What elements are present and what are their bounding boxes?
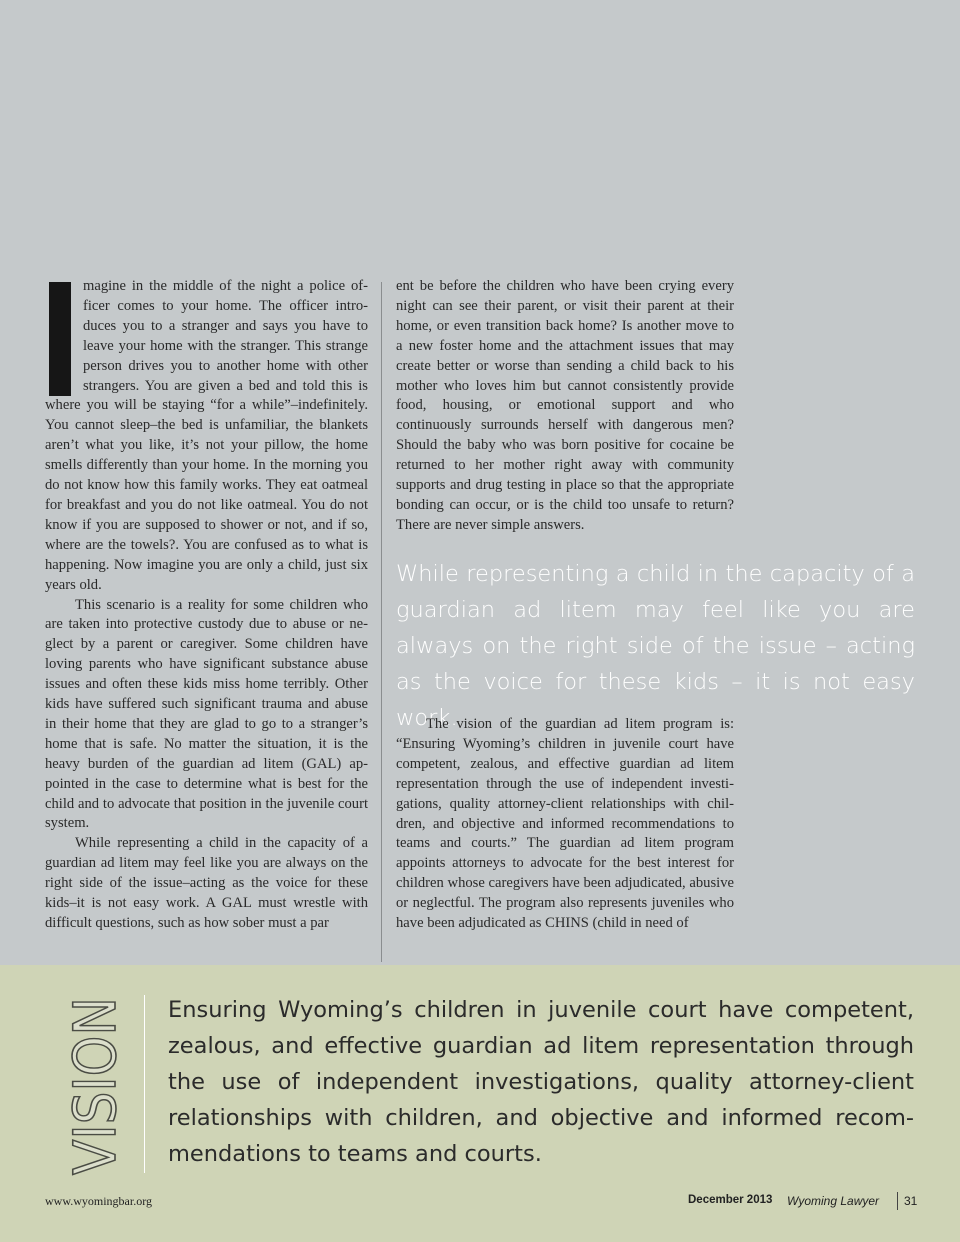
pull-quote: While representing a child in the capacity of a guardian ad litem may feel like you are always on the right side of the issue – acting as the voice for these kids – it is not easy work. xyxy=(396,561,915,731)
vision-statement: Ensuring Wyoming’s children in juvenile court have competent, zealous, and effective guardian ad litem representation through the use of independent investigations, quality attorney-client relationships with children, and objective and informed recommendations to teams and courts. xyxy=(168,997,914,1167)
paragraph-4: ent be before the children who have been crying every night can see their parent, or visit their parent at their home, or even transition back home? Is another move to a new foster home and the attachment issues that may create better or worse than sending a child back to his mother who loves him but cannot consistently provide food, housing, or emotional support and who continuously surrounds herself with dangerous men? Should the baby who was born positive for cocaine be returned to her mother right away with community supports and drug testing in place so that the appropriate bonding can occur, or is the child too unsafe to return? There are never simple answers. xyxy=(396,278,734,533)
vision-heading-text: VISION xyxy=(61,975,129,1175)
article-right-column-bottom xyxy=(396,715,734,934)
page-number: 31 xyxy=(904,1194,918,1208)
paragraph-3: While representing a child in the capacity of a guardian ad litem may feel like you are always on the right side of the issue–acting as the voice for these kids–it is not easy work. A GAL must wrestle with difficult questions, such as how sober must a par xyxy=(45,835,368,931)
article-left-column xyxy=(45,277,368,934)
vision-heading xyxy=(61,975,129,1176)
vision-rule xyxy=(144,995,145,1173)
footer-website[interactable]: www.wyomingbar.org xyxy=(45,1194,152,1208)
paragraph-5: The vision of the guardian ad litem program is: “Ensuring Wyoming’s children in juvenile court have competent, zealous, and effective guardian ad litem representation through the use of independent investigations, quality attorney-client relationships with children, and objective and informed recommendations to teams and courts.” The guardian ad litem program appoints attorneys to advocate for the best interest for children whose caregivers have been adjudicated, abusive or neglectful. The program also represents juveniles who have been adjudicated as CHINS (child in need of xyxy=(396,716,734,932)
paragraph-2: This scenario is a reality for some children who are taken into protective custody due to abuse or neglect by a parent or caregiver. Some children have loving parents who have significant substance abuse issues and often these kids miss home terribly. Other kids have suffered such significant trauma and abuse in their home that they are glad to go to a stranger’s home that is safe. No matter the situation, it is the heavy burden of the guardian ad litem (GAL) appointed in the case to determine what is best for the child and to advocate that position in the juvenile court system. xyxy=(45,596,368,832)
drop-cap-i xyxy=(49,282,71,396)
article-right-column-top xyxy=(396,277,734,536)
footer-date: December 2013 xyxy=(688,1194,773,1206)
column-divider xyxy=(381,282,382,962)
paragraph-1: magine in the middle of the night a police officer comes to your home. The officer introduces you to a stranger and says you have to leave your home with the stranger. This strange person drives you to another home with other strangers. You are given a bed and told this is where you will be staying “for a while”–indefinitely. You cannot sleep–the bed is unfamiliar, the blankets aren’t what you like, it’s not your pillow, the home smells differently than your home. In the morning you do not know how this family works. They eat oatmeal for breakfast and you do not like oatmeal. You do not know if you are supposed to shower or not, and if so, where are the towels?. You are confused as to what is happening. Now imagine you are only a child, just six years old. xyxy=(45,278,368,593)
footer-divider xyxy=(897,1192,898,1210)
footer-publication: Wyoming Lawyer xyxy=(787,1194,880,1208)
